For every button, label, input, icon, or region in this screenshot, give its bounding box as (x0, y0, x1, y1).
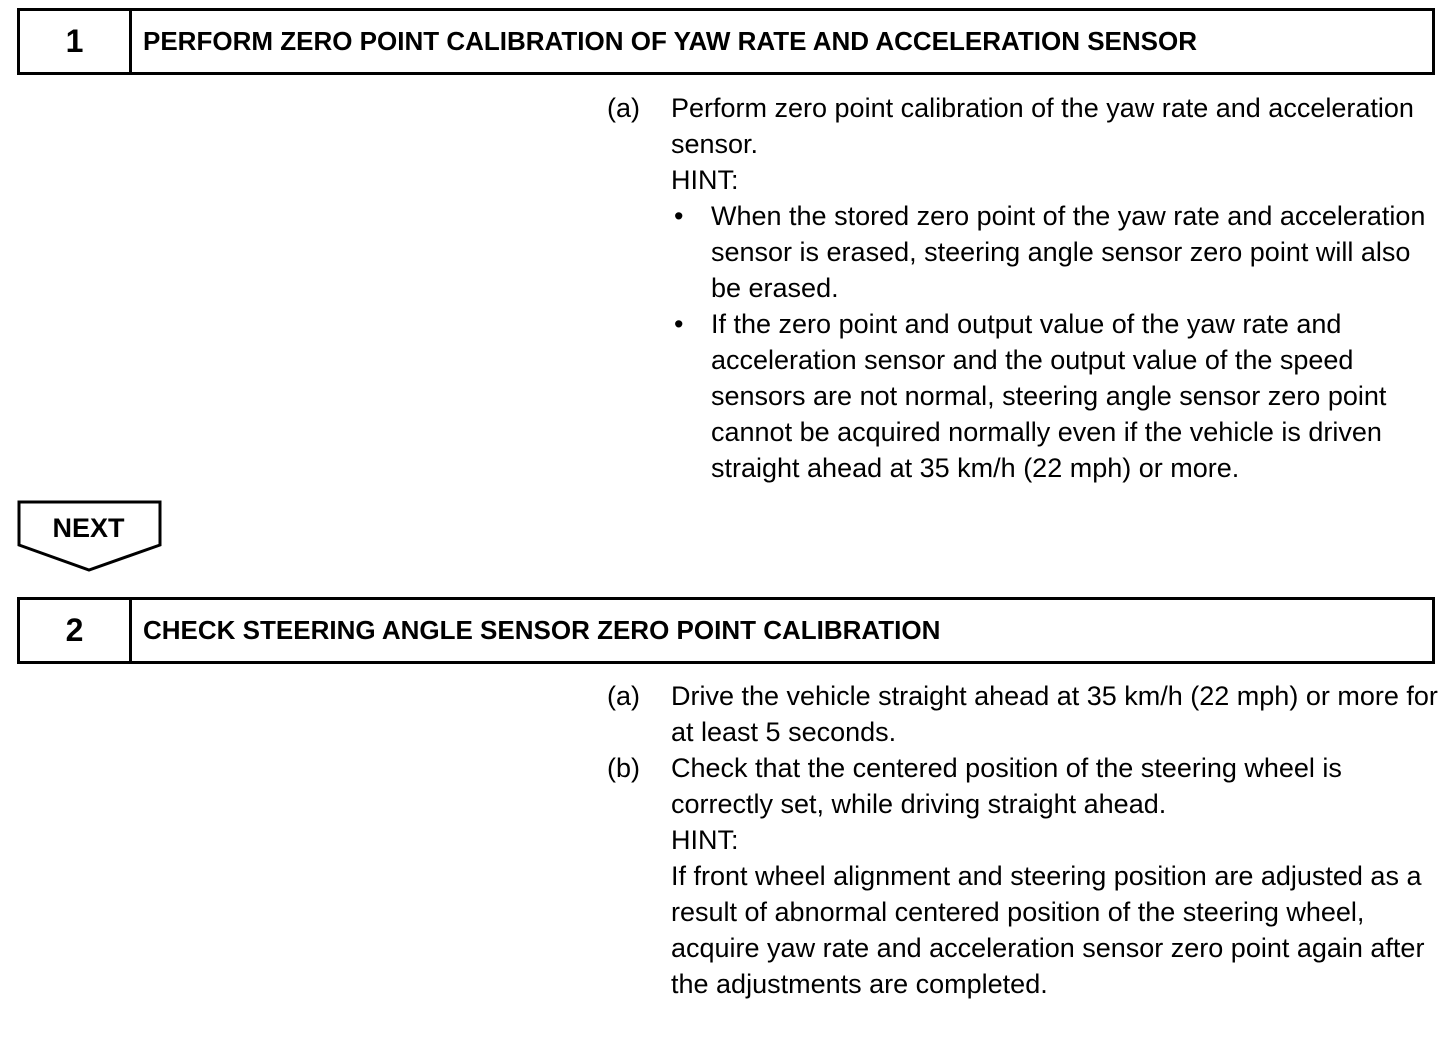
item-text: Perform zero point calibration of the yaw rate and acceleration sensor. (671, 93, 1414, 159)
step-2-header (17, 597, 1435, 664)
item-body (671, 750, 1442, 1002)
step-2-item-b (607, 750, 1442, 1002)
step-1-content (607, 90, 1442, 486)
item-marker: (a) (607, 681, 640, 711)
item-body (671, 678, 1442, 750)
step-1-number: 1 (20, 11, 132, 72)
hint-text: If front wheel alignment and steering position are adjusted as a result of abnormal centered position of the steering wheel, acquire yaw rate and acceleration sensor zero point again after the adjustments are completed. (671, 861, 1425, 999)
bullet-text: When the stored zero point of the yaw rate and acceleration sensor is erased, steering angle sensor zero point will also be erased. (711, 201, 1426, 303)
step-2-item-a (607, 678, 1442, 750)
item-marker: (b) (607, 753, 640, 783)
hint-label: HINT: (671, 825, 739, 855)
hint-label: HINT: (671, 165, 739, 195)
step-1-header (17, 8, 1435, 75)
item-body (671, 90, 1442, 486)
step-1-item-a (607, 90, 1442, 486)
bullet-text: If the zero point and output value of the yaw rate and acceleration sensor and the output value of the speed sensors are not normal, steering angle sensor zero point cannot be acquired normally even if the vehicle is driven straight ahead at 35 km/h (22 mph) or more. (711, 309, 1387, 483)
hint-bullet (671, 198, 1442, 306)
bullet-icon: • (674, 309, 684, 339)
hint-bullet (671, 306, 1442, 486)
step-2-number: 2 (20, 600, 132, 661)
next-label: NEXT (52, 513, 125, 543)
step-1-title: PERFORM ZERO POINT CALIBRATION OF YAW RATE AND ACCELERATION SENSOR (143, 26, 1197, 56)
item-marker: (a) (607, 93, 640, 123)
item-text: Check that the centered position of the steering wheel is correctly set, while driving straight ahead. (671, 753, 1342, 819)
item-text: Drive the vehicle straight ahead at 35 km/h (22 mph) or more for at least 5 seconds. (671, 681, 1438, 747)
step-2-title: CHECK STEERING ANGLE SENSOR ZERO POINT CALIBRATION (143, 615, 941, 645)
step-2-content (607, 678, 1442, 1002)
bullet-icon: • (674, 201, 684, 231)
